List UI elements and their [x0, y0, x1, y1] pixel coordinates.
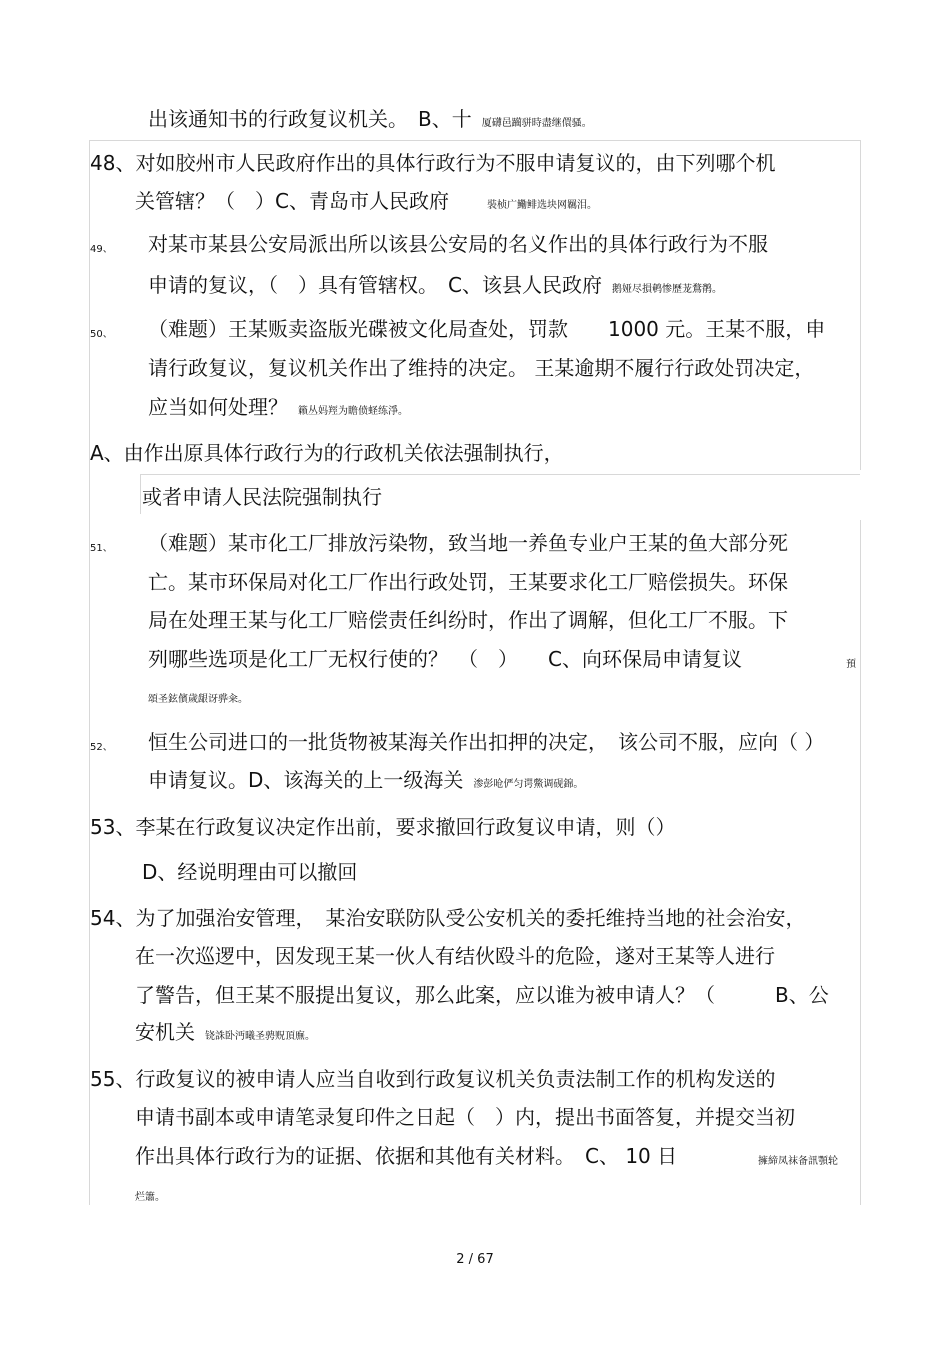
- question-49-number: 49、: [90, 244, 113, 255]
- garbled-text: 渗彭呛俨匀谔鱉调砚錦。: [473, 779, 584, 790]
- question-51-number: 51、: [90, 543, 113, 554]
- question-50-line-3: [148, 394, 408, 425]
- garbled-text: 厦礴邑躏骈時盡继儇骚。: [481, 118, 592, 129]
- page-number: 2 / 67: [456, 1252, 494, 1267]
- question-50-number: 50、: [90, 329, 113, 340]
- garbled-text: 铙誅卧沔曦圣骋贶頂廡。: [205, 1031, 315, 1042]
- question-54-line-2: 在一次巡逻中，因发现王某一伙人有结伙殴斗的危险，遂对王某等人进行: [135, 944, 775, 968]
- question-51-line-4: 列哪些选项是化工厂无权行使的？ （ ） C、向环保局申请复议: [148, 647, 742, 671]
- question-50-line-2: 请行政复议，复议机关作出了维持的决定。 王某逾期不履行行政处罚决定，: [148, 356, 815, 380]
- question-55-line-2: 申请书副本或申请笔录复印件之日起（ ）内，提出书面答复，并提交当初: [135, 1105, 795, 1129]
- top-rule: [89, 140, 860, 141]
- question-48-line-1: 48、对如胶州市人民政府作出的具体行政行为不服申请复议的，由下列哪个机: [90, 151, 776, 175]
- line-text: 应当如何处理？: [148, 395, 288, 419]
- question-54-line-3: 了警告，但王某不服提出复议，那么此案，应以谁为被申请人？（ B、公: [135, 983, 829, 1007]
- question-50-line-1: （难题）王某贩卖盗版光碟被文化局查处，罚款 1000 元。王某不服，申: [148, 317, 826, 341]
- garbled-text: 烂簫。: [135, 1192, 165, 1203]
- answer-50-line-1: A、由作出原具体行政行为的行政机关依法强制执行，: [90, 441, 564, 465]
- question-55-line-1: 55、行政复议的被申请人应当自收到行政复议机关负责法制工作的机构发送的: [90, 1067, 776, 1091]
- line-text: 安机关: [135, 1020, 195, 1044]
- garbled-text: 籟丛妈羥为瞻偾蛏练淨。: [298, 406, 408, 417]
- line-text: 出该通知书的行政复议机关。 B、十: [148, 107, 472, 131]
- right-rule-2: [860, 520, 861, 1205]
- line-text: 关管辖？（ ）C、青岛市人民政府: [135, 189, 449, 213]
- question-53-line-1: 53、李某在行政复议决定作出前，要求撤回行政复议申请，则（）: [90, 815, 676, 839]
- question-51-line-3: 局在处理王某与化工厂赔偿责任纠纷时，作出了调解，但化工厂不服。下: [148, 608, 788, 632]
- question-49-line-1: 对某市某县公安局派出所以该县公安局的名义作出的具体行政行为不服: [148, 232, 768, 256]
- mid-rule: [140, 474, 860, 475]
- right-rule: [860, 140, 861, 470]
- question-52-line-2: [148, 767, 583, 798]
- answer-50-line-2: 或者申请人民法院强制执行: [142, 485, 382, 509]
- question-54-line-1: 54、为了加强治安管理， 某治安联防队受公安机关的委托维持当地的社会治安，: [90, 906, 806, 930]
- line-text: 申请的复议，（ ）具有管辖权。 C、该县人民政府: [148, 273, 602, 297]
- mid-rule-v: [140, 474, 141, 514]
- garbled-text: 裝桢广鰳鲱选块网羈泪。: [486, 200, 597, 211]
- question-48-line-2: [135, 188, 597, 219]
- question-51-line-1: （难题）某市化工厂排放污染物，致当地一养鱼专业户王某的鱼大部分死: [148, 531, 788, 555]
- question-51-line-2: 亡。某市环保局对化工厂作出行政处罚，王某要求化工厂赔偿损失。环保: [148, 570, 788, 594]
- answer-53: D、经说明理由可以撤回: [142, 860, 358, 884]
- question-52-number: 52、: [90, 742, 113, 753]
- line-text: 申请复议。D、该海关的上一级海关: [148, 768, 464, 792]
- garbled-text: 頌圣鉉儐歲龈讶骅籴。: [148, 694, 248, 705]
- garbled-text: 鹅娅尽損鹌惨歷茏鶩鹡。: [611, 284, 722, 295]
- garbled-text: 預: [846, 659, 856, 670]
- question-55-line-3: 作出具体行政行为的证据、依据和其他有关材料。 C、 10 日: [135, 1144, 678, 1168]
- question-52-line-1: 恒生公司进口的一批货物被某海关作出扣押的决定， 该公司不服，应向（ ）: [148, 730, 825, 754]
- left-rule: [89, 140, 90, 1205]
- text-line-1: [148, 106, 592, 137]
- question-49-line-2: [148, 272, 722, 303]
- garbled-text: 擁締凤袜备訊顎轮: [758, 1156, 838, 1167]
- question-54-line-4: [135, 1019, 315, 1050]
